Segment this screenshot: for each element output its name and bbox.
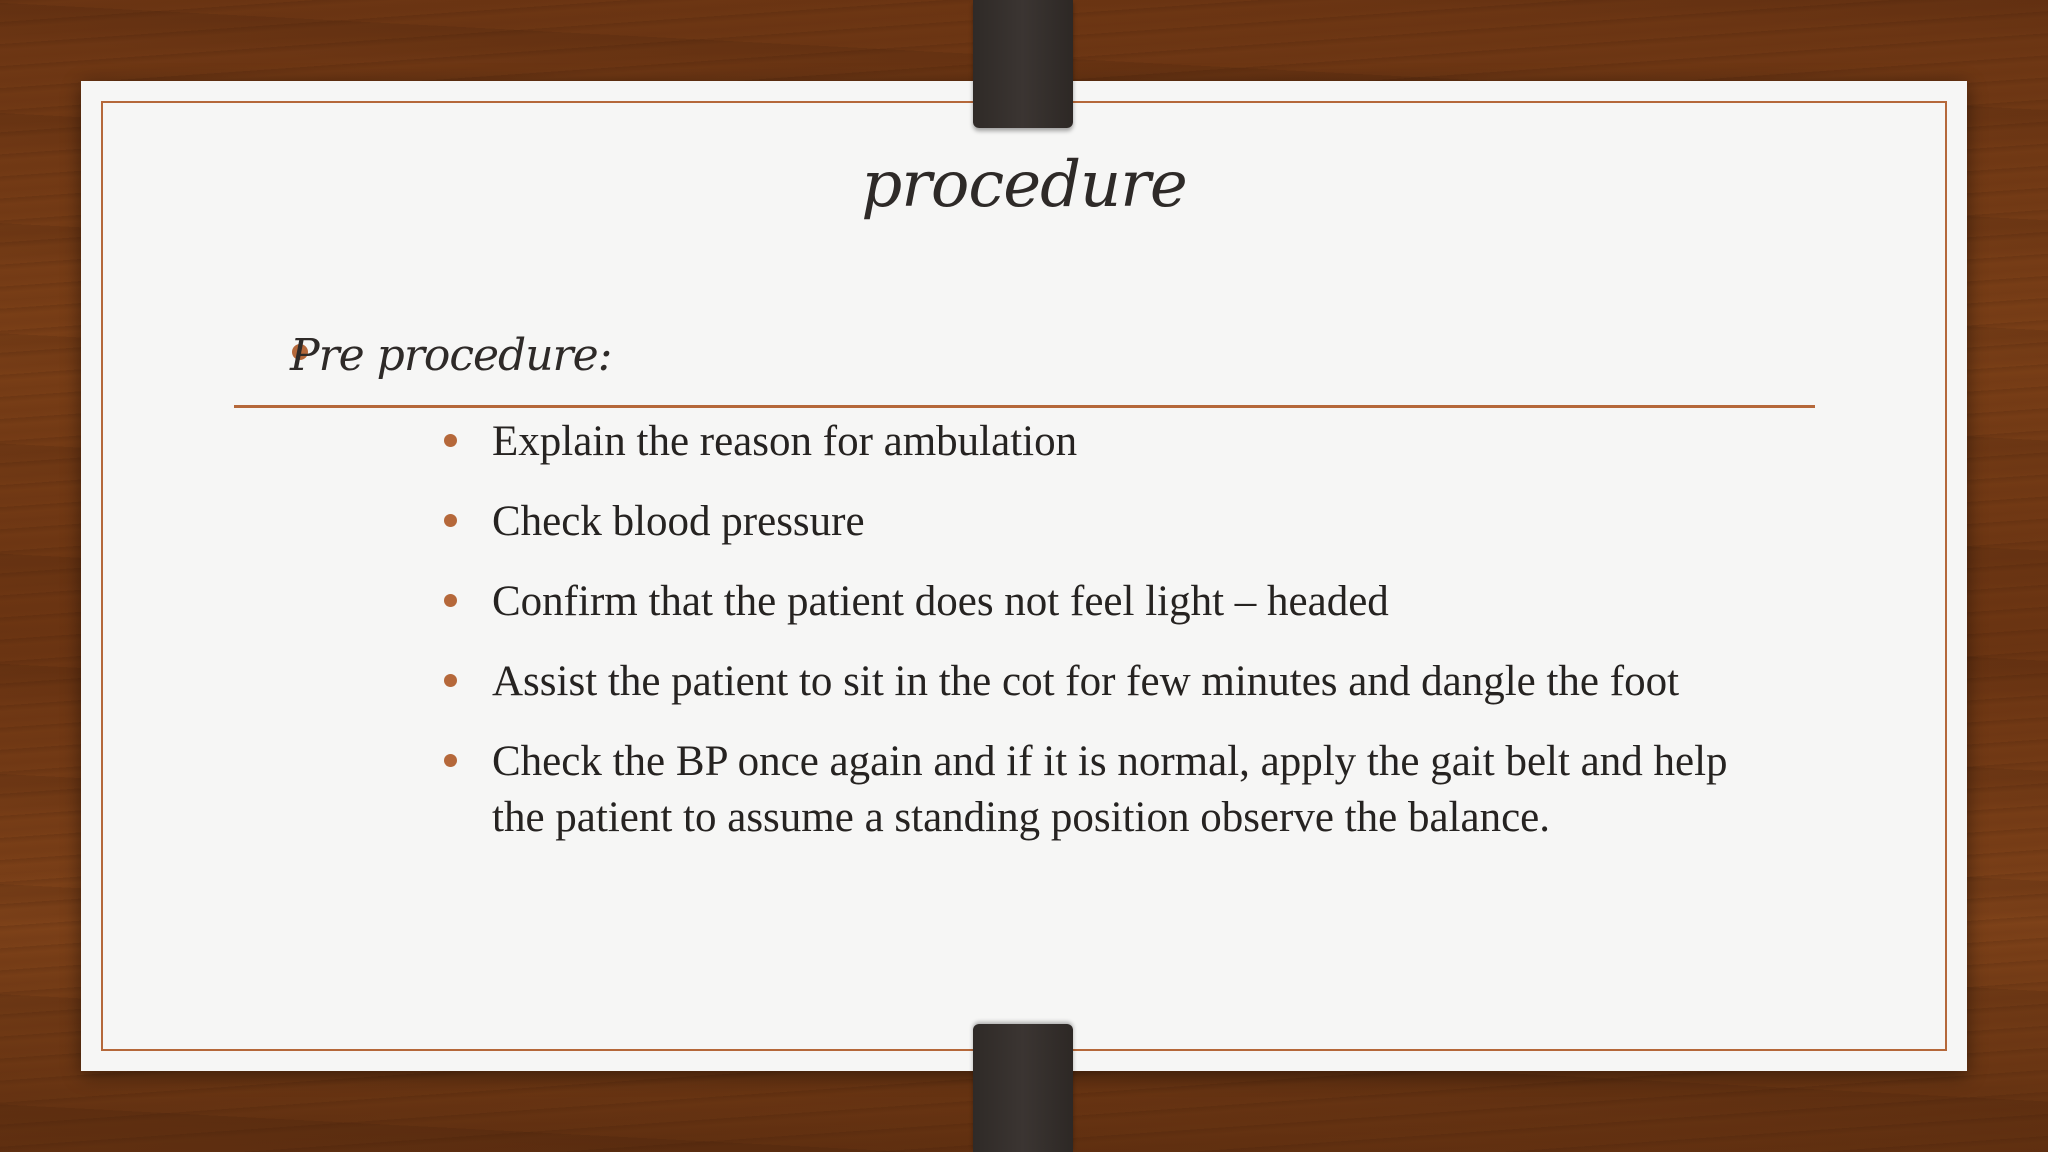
- list-item: [440, 414, 1780, 470]
- list-item-text: Explain the reason for ambulation: [492, 418, 1078, 465]
- list-item-text: Confirm that the patient does not feel light – headed: [492, 578, 1389, 625]
- list-item: [440, 574, 1780, 630]
- bullet-dot-icon: [444, 754, 457, 767]
- list-item: [440, 734, 1780, 846]
- list-item-text: Assist the patient to sit in the cot for few minutes and dangle the foot: [492, 658, 1680, 705]
- procedure-steps-list: [440, 414, 1780, 870]
- bullet-dot-icon: [444, 514, 457, 527]
- divider-line: [234, 405, 1815, 408]
- list-item: [440, 494, 1780, 550]
- bottom-strap: [973, 1024, 1073, 1152]
- list-item-text: Check the BP once again and if it is normal, apply the gait belt and help the patient to assume a standing position observe the balance.: [492, 738, 1728, 841]
- list-item-text: Check blood pressure: [492, 498, 865, 545]
- pre-procedure-heading: Pre procedure:: [290, 330, 612, 381]
- bullet-dot-icon: [444, 594, 457, 607]
- list-item: [440, 654, 1780, 710]
- bullet-dot-icon: [444, 434, 457, 447]
- bullet-dot-icon: [444, 674, 457, 687]
- slide-title: procedure: [861, 148, 1187, 222]
- top-strap: [973, 0, 1073, 128]
